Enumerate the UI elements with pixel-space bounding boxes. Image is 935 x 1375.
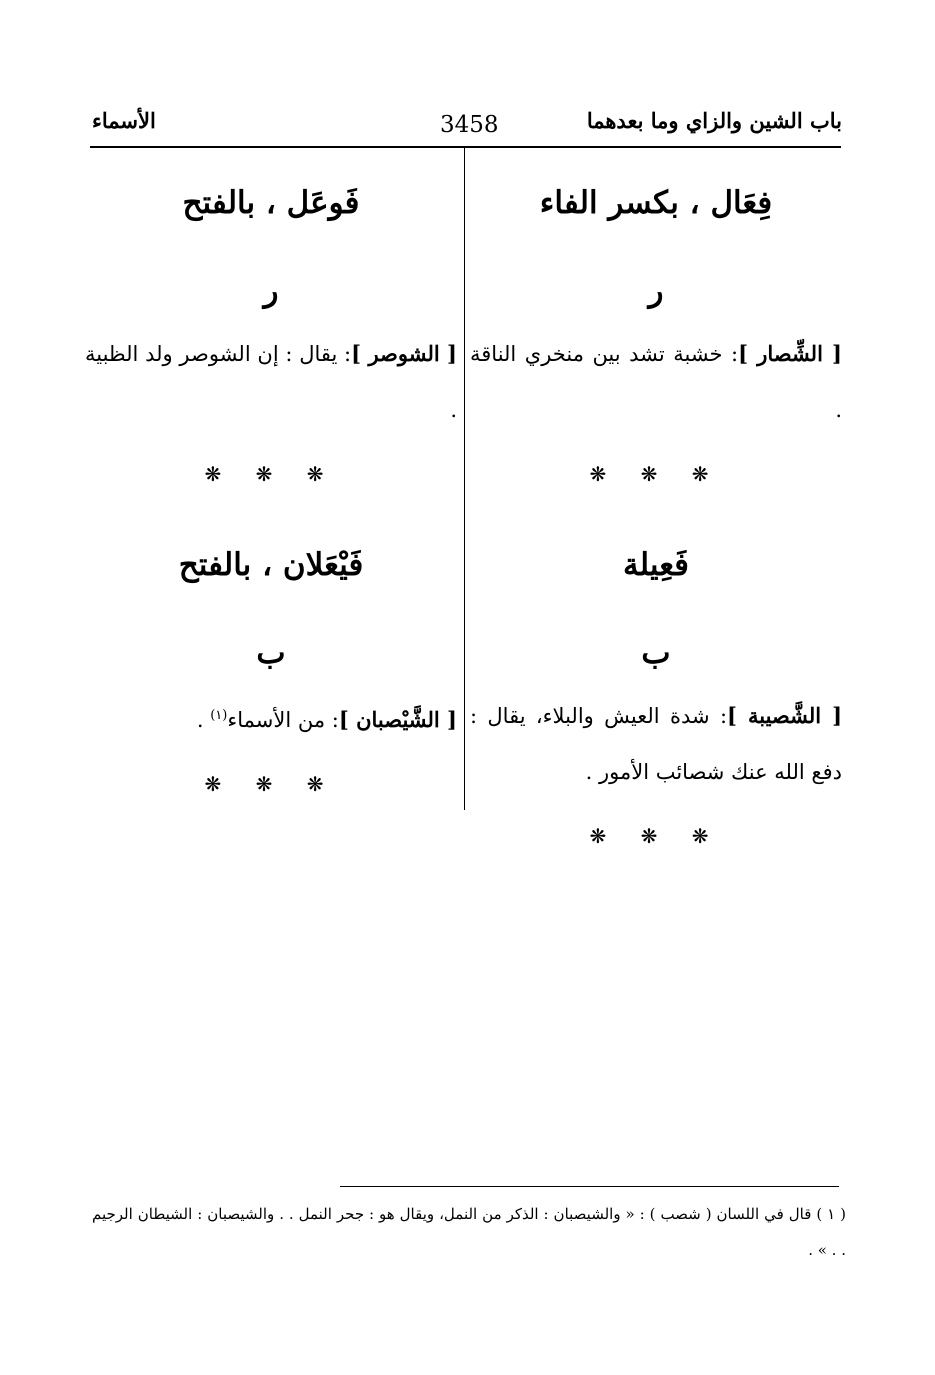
header-rule (90, 146, 841, 148)
dictionary-entry (85, 326, 457, 438)
section-title: الأسماء (92, 108, 156, 133)
dictionary-entry (470, 326, 842, 438)
chapter-title: باب الشين والزاي وما بعدهما (586, 108, 842, 133)
section-separator: ❋ ❋ ❋ (589, 462, 723, 486)
entry-definition: : يقال : إن الشوصر ولد الظبية . (85, 342, 457, 422)
section-separator: ❋ ❋ ❋ (204, 462, 338, 486)
entry-end: . (196, 708, 211, 732)
entry-definition: : من الأسماء (227, 708, 339, 732)
footnote: ( ١ ) قال في اللسان ( شصب ) : « والشيصبان : الذكر من النمل، ويقال هو : جحر النمل . . والشيصبان : الشيطان الرجيم . . » . (92, 1205, 847, 1259)
footnote-marker[interactable]: (١) (210, 708, 228, 723)
root-letter: ب (256, 635, 286, 671)
root-letter: ر (263, 273, 279, 309)
root-letter: ب (641, 635, 671, 671)
entry-term: [ الشِّصار ] (738, 341, 842, 366)
entry-term: [ الشوصر ] (351, 341, 457, 366)
dictionary-entry (85, 688, 457, 748)
right-column (470, 170, 842, 858)
dictionary-entry (470, 688, 842, 800)
entry-term: [ الشَّيْصبان ] (338, 707, 457, 732)
pattern-heading: فَيْعَلان ، بالفتح (178, 547, 364, 583)
section-separator: ❋ ❋ ❋ (204, 772, 338, 796)
pattern-heading: فَوعَل ، بالفتح (182, 185, 360, 221)
left-column (85, 170, 457, 806)
entry-definition: : خشبة تشد بين منخري الناقة . (470, 342, 842, 422)
entry-term: [ الشَّصيبة ] (727, 703, 843, 728)
pattern-heading: فِعَال ، بكسر الفاء (539, 185, 773, 221)
pattern-heading: فَعِيلة (622, 547, 689, 583)
section-separator: ❋ ❋ ❋ (589, 824, 723, 848)
footnote-rule (340, 1186, 839, 1187)
root-letter: ر (648, 273, 664, 309)
page-number: 3458 (440, 112, 499, 138)
column-divider (464, 148, 465, 810)
entry-definition: : شدة العيش والبلاء، يقال : دفع الله عنك شصائب الأمور . (470, 704, 842, 784)
